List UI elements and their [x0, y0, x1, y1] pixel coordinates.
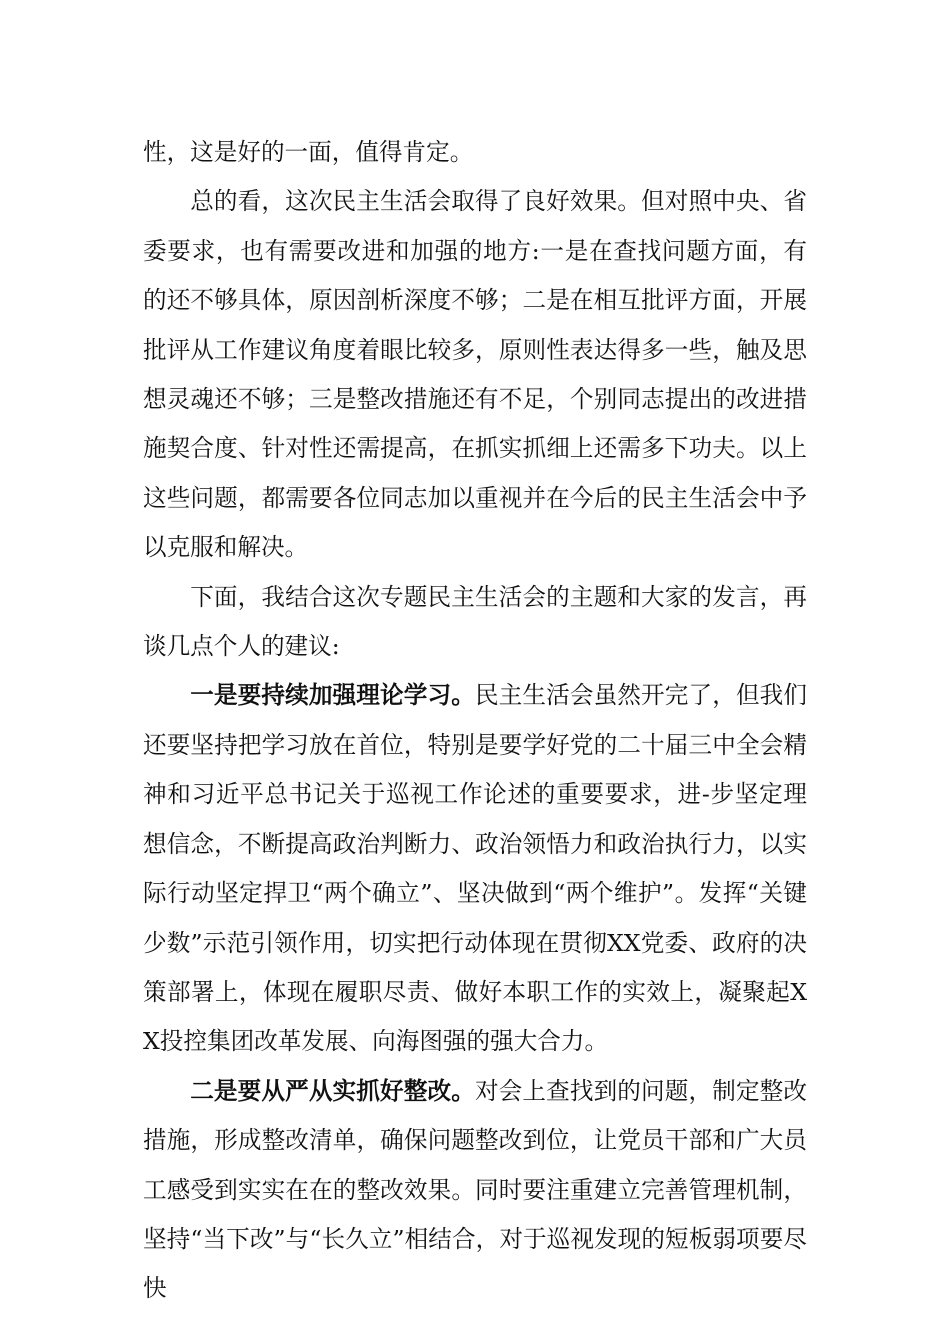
paragraph-text: 性，这是好的一面，值得肯定。: [143, 138, 474, 166]
paragraph-summary: [143, 177, 807, 572]
paragraph-text: 民主生活会虽然开完了，但我们还要坚持把学习放在首位，特别是要学好党的二十届三中全会精神和习近平总书记关于巡视工作论述的重要要求，进-步坚定理想信念，不断提高政治判断力、政治领悟力和政治执行力，以实际行动坚定捍卫“两个确立”、坚决做到“两个维护”。发挥“关键少数”示范引领作用，切实把行动体现在贯彻XX党委、政府的决策部署上，体现在履职尽责、做好本职工作的实效上，凝聚起XX投控集团改革发展、向海图强的强大合力。: [143, 681, 808, 1056]
paragraph-text: 总的看，这次民主生活会取得了良好效果。但对照中央、省委要求，也有需要改进和加强的地方:一是在查找问题方面，有的还不够具体，原因剖析深度不够；二是在相互批评方面，开展批评从工作建议角度着眼比较多，原则性表达得多一些，触及思想灵魂还不够；三是整改措施还有不足，个别同志提出的改进措施契合度、针对性还需提高，在抓实抓细上还需多下功夫。以上这些问题，都需要各位同志加以重视并在今后的民主生活会中予以克服和解决。: [143, 187, 807, 562]
paragraph-text: 对会上查找到的问题，制定整改措施，形成整改清单，确保问题整改到位，让党员干部和广大员工感受到实实在在的整改效果。同时要注重建立完善管理机制， 坚持“当下改”与“长久立”相结合，对于巡视发现的短板弱项要尽快: [143, 1076, 808, 1303]
paragraph-intro: [143, 573, 807, 672]
document-body: [143, 128, 807, 1314]
paragraph-heading: 二是要从严从实抓好整改。: [190, 1076, 475, 1105]
paragraph-continuation: [143, 128, 807, 177]
paragraph-point-two: [143, 1067, 807, 1314]
paragraph-text: 下面，我结合这次专题民主生活会的主题和大家的发言，再谈几点个人的建议:: [143, 582, 807, 661]
paragraph-heading: 一是要持续加强理论学习。: [190, 681, 475, 710]
paragraph-point-one: [143, 671, 807, 1066]
